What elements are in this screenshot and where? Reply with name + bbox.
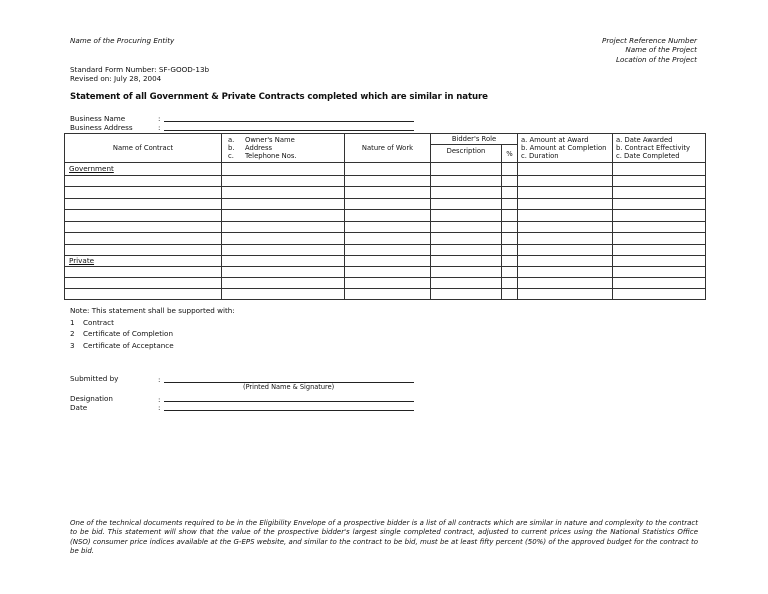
business-address-colon: : xyxy=(158,123,161,132)
designation-label: Designation xyxy=(70,394,113,403)
table-cell[interactable] xyxy=(431,175,502,187)
business-name-colon: : xyxy=(158,114,161,123)
contracts-table xyxy=(64,133,706,300)
table-cell[interactable] xyxy=(222,244,345,256)
table-cell[interactable] xyxy=(518,163,613,176)
table-cell[interactable] xyxy=(222,175,345,187)
designation-field[interactable] xyxy=(164,401,414,402)
table-cell[interactable] xyxy=(345,256,431,267)
table-cell[interactable] xyxy=(502,256,518,267)
table-cell[interactable] xyxy=(65,187,222,199)
table-cell[interactable] xyxy=(613,175,706,187)
table-cell[interactable] xyxy=(518,210,613,222)
procuring-entity-label: Name of the Procuring Entity xyxy=(70,36,175,45)
table-cell[interactable] xyxy=(222,221,345,233)
table-cell[interactable] xyxy=(502,198,518,210)
table-cell[interactable] xyxy=(613,256,706,267)
table-cell[interactable] xyxy=(345,233,431,245)
table-row xyxy=(65,244,706,256)
date-colon: : xyxy=(158,403,161,412)
table-cell[interactable] xyxy=(222,187,345,199)
table-cell[interactable] xyxy=(65,221,222,233)
printed-name-caption: (Printed Name & Signature) xyxy=(243,383,335,391)
business-address-label: Business Address xyxy=(70,123,133,133)
table-cell[interactable] xyxy=(613,221,706,233)
table-cell[interactable] xyxy=(222,210,345,222)
table-cell[interactable] xyxy=(345,277,431,288)
date-awarded-label: a. Date Awarded xyxy=(616,136,673,144)
project-location-label: Location of the Project xyxy=(616,54,697,64)
owner-telephone-label: Telephone Nos. xyxy=(245,152,297,160)
table-cell[interactable] xyxy=(222,233,345,245)
table-cell[interactable] xyxy=(345,221,431,233)
amount-at-award-label: a. Amount at Award xyxy=(521,136,589,144)
note-item xyxy=(70,317,235,329)
table-cell[interactable] xyxy=(502,244,518,256)
note-item-text: Certificate of Acceptance xyxy=(83,340,174,350)
project-reference-label: Project Reference Number xyxy=(602,36,697,45)
note-item-text: Certificate of Completion xyxy=(83,329,173,338)
submitted-by-colon: : xyxy=(158,375,161,384)
owner-name-label: Owner's Name xyxy=(245,136,295,144)
table-row xyxy=(65,266,706,277)
table-cell[interactable] xyxy=(613,210,706,222)
section-private-label: Private xyxy=(65,256,222,267)
private-rows xyxy=(65,256,706,300)
table-cell[interactable] xyxy=(65,198,222,210)
table-cell[interactable] xyxy=(518,277,613,288)
business-address-field[interactable] xyxy=(164,130,414,131)
table-cell[interactable] xyxy=(518,233,613,245)
table-cell[interactable] xyxy=(502,221,518,233)
owner-address-label: Address xyxy=(245,144,273,152)
table-cell[interactable] xyxy=(502,288,518,299)
note-item-number: 3 xyxy=(70,340,75,350)
duration-label: c. Duration xyxy=(521,152,559,160)
table-cell[interactable] xyxy=(518,198,613,210)
table-cell[interactable] xyxy=(222,163,345,176)
section-government-label: Government xyxy=(65,163,222,176)
business-name-field[interactable] xyxy=(164,121,414,122)
table-cell[interactable] xyxy=(502,210,518,222)
table-cell[interactable] xyxy=(502,266,518,277)
header-bidders-role: Bidder's Role xyxy=(431,134,518,145)
table-cell[interactable] xyxy=(431,163,502,176)
note-item-text: Contract xyxy=(83,317,114,327)
owner-letter-c: c. xyxy=(228,152,234,160)
table-cell[interactable] xyxy=(345,244,431,256)
table-row xyxy=(65,175,706,187)
designation-colon: : xyxy=(158,395,161,404)
table-cell[interactable] xyxy=(613,244,706,256)
table-cell[interactable] xyxy=(222,198,345,210)
table-row xyxy=(65,187,706,199)
supporting-documents-note xyxy=(70,305,235,351)
revision-date: Revised on: July 28, 2004 xyxy=(70,74,162,84)
table-cell[interactable] xyxy=(518,221,613,233)
table-row xyxy=(65,233,706,245)
table-cell[interactable] xyxy=(518,175,613,187)
table-cell[interactable] xyxy=(65,288,222,299)
table-cell[interactable] xyxy=(65,175,222,187)
header-amounts xyxy=(518,134,613,163)
table-cell[interactable] xyxy=(613,266,706,277)
owner-letter-b: b. xyxy=(228,144,235,152)
table-row xyxy=(65,277,706,288)
note-item-number: 1 xyxy=(70,317,75,327)
table-row xyxy=(65,221,706,233)
table-cell[interactable] xyxy=(65,233,222,245)
table-cell[interactable] xyxy=(431,256,502,267)
table-cell[interactable] xyxy=(431,266,502,277)
note-item-number: 2 xyxy=(70,329,75,338)
table-cell[interactable] xyxy=(345,175,431,187)
form-info xyxy=(70,65,209,83)
business-fields xyxy=(70,114,133,132)
contract-effectivity-label: b. Contract Effectivity xyxy=(616,144,691,152)
table-cell[interactable] xyxy=(222,288,345,299)
table-cell[interactable] xyxy=(518,288,613,299)
table-cell[interactable] xyxy=(431,244,502,256)
date-label: Date xyxy=(70,403,88,412)
header-dates xyxy=(613,134,706,163)
government-rows xyxy=(65,163,706,256)
project-info-block xyxy=(602,36,697,64)
table-cell[interactable] xyxy=(518,244,613,256)
table-cell[interactable] xyxy=(431,187,502,199)
table-cell[interactable] xyxy=(502,175,518,187)
table-cell[interactable] xyxy=(65,277,222,288)
form-number: Standard Form Number: SF-GOOD-13b xyxy=(70,65,210,74)
table-cell[interactable] xyxy=(345,163,431,176)
table-cell[interactable] xyxy=(518,266,613,277)
amount-at-completion-label: b. Amount at Completion xyxy=(521,144,607,152)
table-cell[interactable] xyxy=(345,210,431,222)
table-cell[interactable] xyxy=(431,233,502,245)
project-name-label: Name of the Project xyxy=(625,45,697,55)
note-heading: Note: This statement shall be supported with: xyxy=(70,306,235,315)
table-cell[interactable] xyxy=(502,187,518,199)
page-title: Statement of all Government & Private Contracts completed which are similar in nature xyxy=(70,92,488,102)
note-item xyxy=(70,340,235,352)
header-description: Description xyxy=(431,145,502,163)
table-cell[interactable] xyxy=(431,221,502,233)
table-cell[interactable] xyxy=(613,187,706,199)
date-completed-label: c. Date Completed xyxy=(616,152,680,160)
table-cell[interactable] xyxy=(345,288,431,299)
table-cell[interactable] xyxy=(345,187,431,199)
table-cell[interactable] xyxy=(431,198,502,210)
footer-instructions: One of the technical documents required to be in the Eligibility Envelope of a prospective bidder is a list of all contracts which are similar in nature and complexity to the contract to be bid. This statement will show that the value of the prospective bidder's largest single completed contract, adjusted to current prices using the National Statistics Office (NSO) consumer price indices available at the G-EPS website, and similar to the contract to be bid, must be at least fifty percent (50%) of the approved budget for the contract to be bid. xyxy=(70,519,698,555)
table-cell[interactable] xyxy=(518,256,613,267)
table-cell[interactable] xyxy=(502,277,518,288)
table-cell[interactable] xyxy=(65,244,222,256)
date-field[interactable] xyxy=(164,410,414,411)
table-cell[interactable] xyxy=(613,198,706,210)
table-cell[interactable] xyxy=(613,233,706,245)
table-cell[interactable] xyxy=(345,198,431,210)
header-nature-of-work: Nature of Work xyxy=(345,134,431,163)
header-owner xyxy=(222,134,345,163)
table-cell[interactable] xyxy=(613,277,706,288)
table-cell[interactable] xyxy=(431,277,502,288)
table-cell[interactable] xyxy=(613,163,706,176)
table-cell[interactable] xyxy=(502,163,518,176)
table-row xyxy=(65,198,706,210)
table-cell[interactable] xyxy=(431,210,502,222)
table-cell[interactable] xyxy=(222,256,345,267)
table-cell[interactable] xyxy=(222,277,345,288)
table-cell[interactable] xyxy=(613,288,706,299)
table-cell[interactable] xyxy=(345,266,431,277)
table-cell[interactable] xyxy=(65,266,222,277)
table-cell[interactable] xyxy=(65,210,222,222)
table-cell[interactable] xyxy=(431,288,502,299)
table-cell[interactable] xyxy=(518,187,613,199)
table-cell[interactable] xyxy=(502,233,518,245)
table-cell[interactable] xyxy=(222,266,345,277)
table-row xyxy=(65,288,706,299)
business-name-label: Business Name xyxy=(70,114,126,123)
submitted-by-label: Submitted by xyxy=(70,374,119,383)
note-item xyxy=(70,328,235,340)
header-percent: % xyxy=(502,145,518,163)
header-name-of-contract: Name of Contract xyxy=(65,134,222,163)
owner-letter-a: a. xyxy=(228,136,235,144)
table-row xyxy=(65,210,706,222)
